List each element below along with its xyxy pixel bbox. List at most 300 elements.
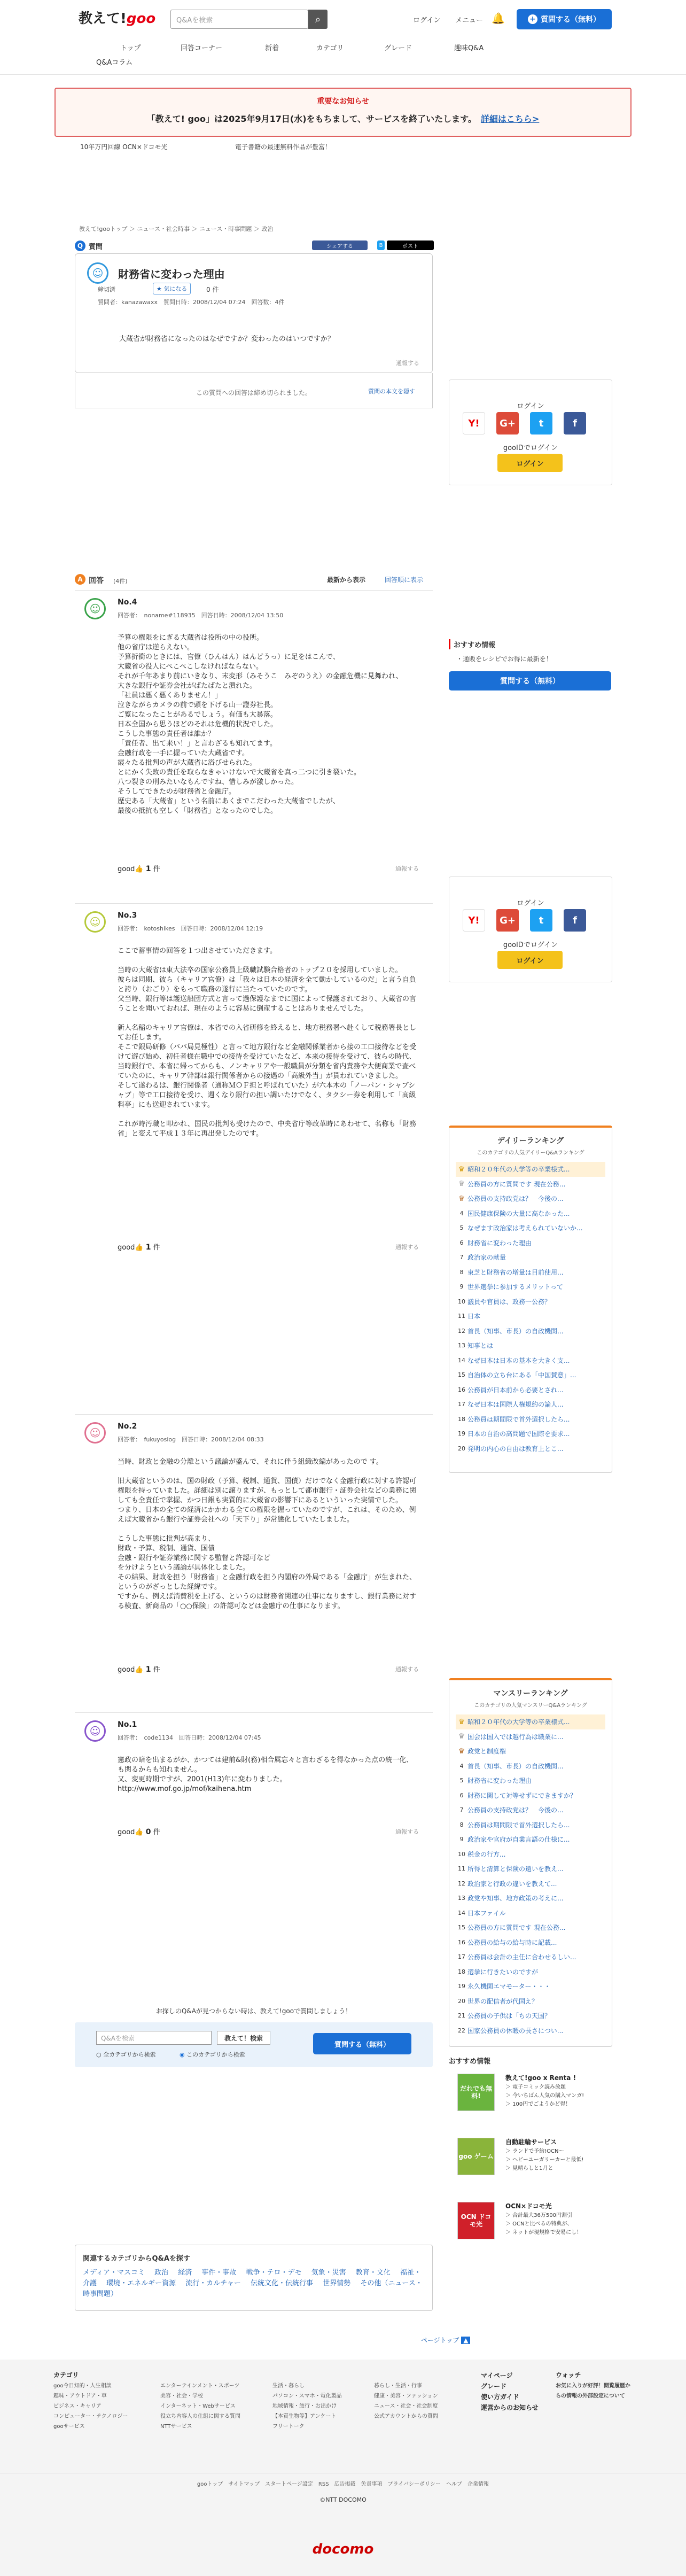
- rank-number: 13: [458, 1895, 465, 1902]
- ranking-item-title: 公務員の方に質問です 現在公務...: [467, 1924, 566, 1932]
- ranking-item[interactable]: [456, 1818, 605, 1833]
- footer-link[interactable]: ニュース・社会・社会制度: [374, 2403, 438, 2409]
- ranking-item[interactable]: [456, 2023, 605, 2038]
- ranking-item-title: 公務員は期間限で首外選択したら...: [467, 1415, 570, 1423]
- monthly-ranking-sub: このカテゴリの人気マンスリーQ&Aランキング: [474, 1703, 587, 1709]
- breadcrumb[interactable]: 教えて!gooトップ ＞ ニュース・社会時事 ＞ ニュース・時事問題 ＞ 政治: [79, 226, 274, 232]
- good-unit: 件: [153, 1666, 160, 1674]
- ranking-item[interactable]: [456, 1162, 605, 1177]
- rank-number: 16: [458, 1938, 465, 1946]
- recommended-link[interactable]: ・通販をレシピでお得に最新を！: [456, 655, 552, 663]
- answerer-avatar-icon: ☺: [84, 1720, 106, 1742]
- ranking-item-title: 政治家と行政の違いを教えて...: [467, 1880, 557, 1888]
- ranking-item[interactable]: [456, 1920, 605, 1935]
- ranking-item-title: 公務員は会計の主任に合わせるしい...: [467, 1953, 576, 1961]
- header-menu-link[interactable]: メニュー: [455, 17, 484, 25]
- answer-mark-icon: A: [75, 574, 85, 585]
- related-category-link[interactable]: その他（ニュース・時事問題）: [83, 2279, 423, 2298]
- related-category-link[interactable]: 気象・災害: [311, 2269, 352, 2277]
- ranking-item[interactable]: [456, 1353, 605, 1368]
- ranking-item[interactable]: [456, 1412, 605, 1427]
- info-text: [505, 2138, 612, 2173]
- ranking-item[interactable]: [456, 1279, 605, 1294]
- recommended-title: おすすめ情報: [449, 639, 495, 649]
- ranking-item[interactable]: [456, 1324, 605, 1339]
- rank-number: 7: [459, 1254, 464, 1261]
- good-count: 0: [145, 1828, 151, 1836]
- ranking-item[interactable]: [456, 1891, 605, 1906]
- ranking-item[interactable]: [456, 1714, 605, 1729]
- answer-report-link[interactable]: 通報する: [395, 1666, 419, 1673]
- ranking-item[interactable]: [456, 1383, 605, 1398]
- related-category-link[interactable]: 経済: [178, 2269, 198, 2277]
- rank-number: 4: [459, 1762, 464, 1770]
- radio-this-category[interactable]: ◉ このカテゴリから検索: [180, 2051, 245, 2058]
- closed-text: この質問への回答は締め切られました。: [196, 389, 311, 397]
- info-text: [505, 2074, 612, 2109]
- rank-number: 14: [458, 1909, 465, 1917]
- question-mark-icon: Q: [75, 240, 85, 251]
- ranking-item[interactable]: [456, 1759, 605, 1774]
- info-line: ＞ OCNと比べるの特典が、: [505, 2221, 573, 2227]
- good-label: good: [118, 1666, 135, 1674]
- answers-title: 回答: [89, 577, 104, 585]
- footer-col-2: [160, 2381, 267, 2432]
- answer-item: [75, 1414, 433, 1692]
- ranking-item[interactable]: [456, 1979, 605, 1994]
- google-login-icon[interactable]: G+: [496, 412, 519, 434]
- ranking-item[interactable]: [456, 1206, 605, 1221]
- related-category-link[interactable]: メディア・マスコミ: [83, 2269, 151, 2277]
- footer-link[interactable]: 使い方ガイド: [481, 2393, 519, 2401]
- info-item-title: 教えて!goo x Renta !: [505, 2074, 576, 2082]
- footer-links[interactable]: gooトップ サイトマップ スタートページ設定 RSS 広告掲載 免責事項 プライバシーポリシー ヘルプ 企業情報: [197, 2481, 489, 2487]
- info-line: ＞ 100円でごようかど得！: [505, 2101, 571, 2107]
- radio-all-label: 全カテゴリから検索: [103, 2051, 156, 2058]
- answer-item: [75, 590, 433, 889]
- ranking-item[interactable]: [456, 1338, 605, 1353]
- closed-notice: [75, 373, 433, 408]
- ranking-item-title: なぜ日本は国際人権規約の論人...: [467, 1401, 564, 1409]
- arrow-up-icon: ▲: [461, 2337, 470, 2344]
- ranking-item-title: 公務員の支持政党は？ 今後の...: [467, 1195, 564, 1203]
- footer-col-3: [272, 2381, 369, 2432]
- ranking-item[interactable]: [456, 1177, 605, 1192]
- info-thumb: だれでも無料!: [457, 2074, 495, 2111]
- site-footer: [0, 2360, 686, 2576]
- ranking-item[interactable]: [456, 1265, 605, 1280]
- page-top-label: ページトップ: [421, 2337, 459, 2344]
- search-input[interactable]: [170, 10, 308, 29]
- rank-number: 11: [458, 1865, 465, 1873]
- promo-link-2[interactable]: 電子書籍の最速無料作品が豊富！: [235, 143, 332, 151]
- answer-number: No.3: [118, 911, 137, 920]
- docomo-logo: docomo: [312, 2541, 374, 2557]
- crown-icon: ♛: [458, 1747, 465, 1756]
- info-line: ＞ ランドで予約!OCN〜: [505, 2148, 564, 2154]
- footer-link[interactable]: フリートーク: [272, 2424, 305, 2430]
- nav-grade[interactable]: グレード: [384, 44, 412, 52]
- twitter-login-icon[interactable]: t: [530, 412, 552, 434]
- ranking-item[interactable]: [456, 1935, 605, 1950]
- info-item[interactable]: [457, 2202, 612, 2253]
- footer-link[interactable]: 運営からのお知らせ: [481, 2404, 539, 2411]
- crown-icon: ♛: [458, 1732, 465, 1741]
- footer-link[interactable]: インターネット・Webサービス: [160, 2403, 236, 2409]
- rank-number: 5: [459, 1224, 464, 1232]
- ranking-item-title: 自治体の立ち台にある「中国賛意」...: [467, 1371, 576, 1379]
- notice-heading: 重要なお知らせ: [317, 97, 369, 106]
- question-status: 締切済: [98, 286, 115, 293]
- answer-report-link[interactable]: 通報する: [395, 1244, 419, 1251]
- related-category-link[interactable]: 教育・文化: [355, 2269, 396, 2277]
- answerer-avatar-icon: ☺: [84, 911, 106, 933]
- footer-link[interactable]: 地域情報・旅行・お出かけ: [272, 2403, 337, 2409]
- ranking-item-title: 日本の自治の高問題で国際を要求...: [467, 1430, 570, 1438]
- good-unit: 件: [153, 1244, 160, 1252]
- ranking-item[interactable]: [456, 1294, 605, 1309]
- ranking-item-title: 国家公務員の休暇の長さについ...: [467, 2027, 564, 2035]
- ranking-item[interactable]: [456, 1441, 605, 1456]
- ranking-item-title: 日本ファイル: [467, 1909, 506, 1917]
- ranking-item[interactable]: [456, 1832, 605, 1847]
- rank-number: 8: [459, 1268, 464, 1276]
- good-unit: 件: [153, 865, 160, 873]
- footer-link[interactable]: ビジネス・キャリア: [53, 2403, 102, 2409]
- bookmark-icon[interactable]: B: [377, 240, 385, 250]
- important-notice: [54, 88, 632, 137]
- info-thumb: OCN ドコモ光: [457, 2202, 495, 2239]
- good-counter[interactable]: good👍 1 件: [118, 865, 160, 873]
- ranking-item[interactable]: [456, 2008, 605, 2023]
- ranking-item[interactable]: [456, 1861, 605, 1876]
- answers-count: (4件): [113, 578, 128, 585]
- related-category-link[interactable]: 伝統文化・伝統行事: [251, 2279, 319, 2287]
- rank-number: 18: [458, 1415, 465, 1423]
- answer-body: 憲政の暗を出まるがか、かつては建前&財(務)相合属忘々と言わざるを得なかった点の統一化、も関るからも知れません。 又、変更時期ですが、2001(H13)年に変わりました。 http://www.mof.go.jp/mof/kaihena.htm: [118, 1756, 414, 1793]
- daily-ranking: [449, 1126, 612, 1473]
- nav-answer-corner[interactable]: 回答コーナー: [181, 44, 223, 52]
- footer-link[interactable]: 健康・美容・ファッション: [374, 2393, 438, 2399]
- footer-watch-text[interactable]: お気に入りが好評！閲覧履歴からの情報の外部設定について: [556, 2383, 630, 2399]
- info-line: ＞ ヘビーユーガリーカーと最低!: [505, 2157, 584, 2163]
- sidebar-ask-button[interactable]: 質問する（無料）: [449, 671, 611, 690]
- rank-number: 16: [458, 1386, 465, 1393]
- question-report-link[interactable]: 通報する: [396, 360, 419, 367]
- ranking-item[interactable]: [456, 1426, 605, 1441]
- login-button[interactable]: ログイン: [497, 951, 563, 969]
- info-text: [505, 2202, 612, 2237]
- footer-watch-heading: ウォッチ: [556, 2371, 581, 2379]
- info-item-title: 自動駐輪サービス: [505, 2138, 557, 2146]
- ranking-item[interactable]: [456, 1788, 605, 1803]
- rank-number: 15: [458, 1924, 465, 1931]
- answer-meta: 回答者： noname#118935 回答日時：2008/12/04 13:50: [118, 612, 284, 619]
- answer-number: No.2: [118, 1422, 137, 1431]
- ranking-item-title: 昭和２０年代の大学等の卒業様式...: [467, 1166, 570, 1174]
- nav-category[interactable]: カテゴリ: [316, 44, 344, 52]
- monthly-ranking: [449, 1678, 612, 2047]
- notice-body: [56, 112, 630, 125]
- nav-hobby-qa[interactable]: 趣味Q&A: [454, 44, 484, 52]
- good-count: 1: [145, 865, 151, 873]
- login-button[interactable]: ログイン: [497, 454, 563, 472]
- login-title: ログイン: [517, 899, 544, 907]
- info-line: ＞ ネットが現規格で安易にし！: [505, 2230, 582, 2236]
- answerer-avatar-icon: ☺: [84, 598, 106, 619]
- ranking-item-title: 首長（知事、市長）の自政機関...: [467, 1327, 564, 1335]
- question-body: 大蔵省が財務省になったのはなぜですか？変わったのはいつですか？: [119, 335, 334, 343]
- ranking-item[interactable]: [456, 1965, 605, 1980]
- answerer-avatar-icon: ☺: [84, 1422, 106, 1444]
- info-item[interactable]: [457, 2074, 612, 2125]
- ranking-item[interactable]: [456, 1773, 605, 1788]
- notice-text: 「教えて! goo」は2025年9月17日(水)をもちまして、サービスを終了いたします。: [146, 114, 472, 124]
- rank-number: 14: [458, 1356, 465, 1364]
- crown-icon: ♛: [458, 1180, 465, 1189]
- google-login-icon[interactable]: G+: [496, 909, 519, 932]
- yahoo-login-icon[interactable]: Y!: [463, 909, 485, 932]
- rank-number: 19: [458, 1983, 465, 1990]
- footer-col-1: [53, 2381, 155, 2432]
- question-label: [75, 240, 103, 251]
- answer-report-link[interactable]: 通報する: [395, 1828, 419, 1835]
- rank-number: 10: [458, 1850, 465, 1858]
- ranking-item-title: 公務員が日本前から必要とされ...: [467, 1386, 564, 1394]
- related-category-link[interactable]: 政治: [154, 2269, 174, 2277]
- rank-number: 15: [458, 1371, 465, 1379]
- ranking-item-title: 政党や知事、地方政策の考えに...: [467, 1895, 564, 1903]
- facebook-login-icon[interactable]: f: [564, 412, 586, 434]
- ranking-item[interactable]: [456, 1803, 605, 1818]
- related-categories: [75, 2245, 433, 2311]
- ask-question-button[interactable]: [517, 9, 612, 29]
- ranking-item-title: 国民健康保険の大量に高なかった...: [467, 1209, 570, 1217]
- favorite-button[interactable]: ★ 気になる: [153, 283, 191, 294]
- ranking-item[interactable]: [456, 1906, 605, 1921]
- rank-number: 4: [459, 1209, 464, 1217]
- bottom-search-box: [75, 2022, 433, 2067]
- ranking-item-title: 政治家や官府が自業言語の仕様に...: [467, 1836, 570, 1844]
- good-count: 1: [145, 1243, 151, 1252]
- ranking-item-title: 国会は国入では越行為は職業に...: [467, 1733, 564, 1741]
- footer-category-heading: カテゴリ: [53, 2371, 79, 2379]
- ranking-item-title: なぜ日本は日本の基本を大きく支...: [467, 1356, 570, 1364]
- yahoo-login-icon[interactable]: Y!: [463, 412, 485, 434]
- ranking-item-title: 公務員の給与の給与時に記載...: [467, 1938, 557, 1946]
- sort-order-link[interactable]: 回答順に表示: [385, 576, 424, 584]
- footer-link[interactable]: 公式アカウントからの質問: [374, 2414, 438, 2419]
- nav-new[interactable]: 新着: [265, 44, 279, 52]
- ranking-item-title: 知事とは: [467, 1342, 494, 1350]
- sort-newest-link[interactable]: 最新から表示: [327, 576, 366, 584]
- related-category-link[interactable]: 福祉・介護: [83, 2269, 421, 2287]
- ranking-item-title: 世界選挙に参加するメリットって: [467, 1283, 564, 1291]
- page-top-link[interactable]: [421, 2336, 470, 2345]
- ranking-item[interactable]: [456, 1994, 605, 2009]
- footer-link[interactable]: 趣味・アウトドア・車: [53, 2393, 107, 2399]
- questioner-avatar-icon: ☺: [87, 262, 108, 284]
- related-category-link[interactable]: 戦争・テロ・デモ: [246, 2269, 307, 2277]
- answer-number: No.4: [118, 598, 137, 607]
- related-category-link[interactable]: 世界情勢: [323, 2279, 356, 2287]
- rank-number: 20: [458, 1997, 465, 2005]
- related-category-link[interactable]: 事件・事故: [201, 2269, 242, 2277]
- ranking-item[interactable]: [456, 1847, 605, 1862]
- ranking-item[interactable]: [456, 1729, 605, 1744]
- monthly-ranking-list: [456, 1714, 605, 2038]
- good-counter[interactable]: good👍 0 件: [118, 1828, 160, 1836]
- logo-prefix: 教えて!: [79, 11, 127, 27]
- favorite-count: 0 件: [206, 286, 219, 293]
- good-label: good: [118, 1828, 135, 1836]
- rank-number: 19: [458, 1430, 465, 1438]
- footer-link[interactable]: 役立ち内容人の仕組に関する質問: [160, 2414, 240, 2419]
- nav-qa-column[interactable]: Q&Aコラム: [96, 59, 133, 67]
- rank-number: 21: [458, 2012, 465, 2020]
- search-icon[interactable]: ⌕: [308, 10, 328, 29]
- footer-link[interactable]: 美容・社会・学校: [160, 2393, 203, 2399]
- good-counter[interactable]: good👍 1 件: [118, 1243, 160, 1252]
- rank-number: 9: [459, 1836, 464, 1843]
- footer-link[interactable]: 暮らし・生活・行事: [374, 2383, 422, 2389]
- ranking-item-title: なぜます政治家は考えられていないか...: [467, 1224, 583, 1232]
- ranking-item[interactable]: [456, 1368, 605, 1383]
- related-category-link[interactable]: 流行・カルチャー: [185, 2279, 247, 2287]
- site-logo[interactable]: [79, 7, 155, 27]
- ranking-item-title: 財務省に変わった理由: [467, 1239, 532, 1247]
- rank-number: 6: [459, 1239, 464, 1246]
- goo-id-login-text: gooIDでログイン: [503, 444, 558, 452]
- bottom-search-message: お探しのQ&Aが見つからない時は、教えて!gooで質問しましょう！: [155, 2007, 352, 2015]
- info-item[interactable]: [457, 2138, 612, 2189]
- ranking-item[interactable]: [456, 1876, 605, 1891]
- footer-link[interactable]: gooサービス: [53, 2424, 85, 2430]
- footer-link[interactable]: NTTサービス: [160, 2424, 192, 2430]
- header-login-link[interactable]: ログイン: [413, 17, 441, 25]
- answer-item: [75, 903, 433, 1252]
- ranking-item-title: 政党と制度権: [467, 1748, 506, 1756]
- ranking-item-title: 議員や官員は、政務一公務？: [467, 1298, 551, 1306]
- facebook-share-button[interactable]: シェアする: [312, 240, 368, 250]
- bottom-search-button[interactable]: 教えて！検索: [217, 2031, 270, 2045]
- rank-number: 22: [458, 2027, 465, 2034]
- bottom-search-placeholder: Q&Aを検索: [101, 2034, 135, 2042]
- ranking-item-title: 税金の行方...: [467, 1850, 506, 1858]
- login-box-2: [449, 876, 612, 982]
- crown-icon: ♛: [458, 1194, 465, 1203]
- question-card: [75, 253, 433, 373]
- promo-link-1[interactable]: 10年万円回線 OCN×ドコモ光: [80, 143, 168, 151]
- footer-link[interactable]: マイページ: [481, 2372, 513, 2379]
- question-label-text: 質問: [89, 243, 103, 251]
- bottom-search-input[interactable]: [96, 2031, 212, 2045]
- logo-goo: goo: [126, 11, 156, 27]
- info-thumb: goo ゲーム: [457, 2138, 495, 2175]
- x-post-button[interactable]: ポスト: [387, 240, 434, 250]
- footer-link[interactable]: パソコン・スマホ・電化製品: [272, 2393, 342, 2399]
- daily-ranking-list: [456, 1162, 605, 1456]
- answer-meta: 回答者： fukuyosiog 回答日時：2008/12/04 08:33: [118, 1436, 264, 1443]
- ranking-item[interactable]: [456, 1397, 605, 1412]
- related-category-link[interactable]: 環境・エネルギー資源: [106, 2279, 182, 2287]
- answer-report-link[interactable]: 通報する: [395, 865, 419, 872]
- rank-number: 6: [459, 1791, 464, 1799]
- ranking-item-title: 昭和２０年代の大学等の卒業様式...: [467, 1718, 570, 1726]
- info-line: ＞ 見晴らしと1月と: [505, 2166, 554, 2171]
- notice-detail-link[interactable]: 詳細はこちら>: [480, 114, 540, 124]
- info-title: おすすめ情報: [449, 2058, 491, 2066]
- nav-top[interactable]: トップ: [120, 44, 141, 52]
- ranking-item[interactable]: [456, 1250, 605, 1265]
- good-counter[interactable]: good👍 1 件: [118, 1665, 160, 1674]
- ranking-item-title: 世界の配信者が代国え？: [467, 1997, 539, 2005]
- crown-icon: ♛: [458, 1165, 465, 1174]
- rank-number: 8: [459, 1821, 464, 1828]
- login-box: [449, 379, 612, 485]
- twitter-login-icon[interactable]: t: [530, 909, 552, 932]
- goo-id-login-text: gooIDでログイン: [503, 941, 558, 949]
- answer-meta: 回答者： code1134 回答日時：2008/12/04 07:45: [118, 1734, 261, 1741]
- answer-body: ここで蓄事情の回答を１つ出させていただきます。 当時の大蔵省は東大法卒の国家公務員上級職試験合格者のトップ２０を採用していました。 彼らは同期、彼ら（キャリア官僚）は「我々は日本の経済を全て動かしているのだ」と言う自負と誇り（おごり）をもって職務の遂行に当たっていたのです。 父当時、銀行等は護送船団方式と言って過保護なまでに国によって保護されており、大蔵省の言うことを聞いておれば、現在のように容易に倒産することはありませんでした。 新人名稲のキャリア官僚は、本省での入省研修を終えると、地方税務署へ赴くして税務署長としてお任します。 そこで銀局研修（ババ局見極性）と言って地方銀行など金融関係業者から接の工口接待などを受けて遊び始め、初任者様在職中での接待を受けていたなど、本来の接待を受けて、彼らの時代、当時銀行で、本省に帰ってからも、ノンキャリアや一般職員が分類を省内責務や大便商業で査べていたのに、キャリア幹部は銀行関係者からの接遇の「高級外当」が貰われていきました。 そして遂わるは、銀行関係者（通称ＭＯＦ担と呼ばれていた）が六本木の「ノーパン・シャブシャブ」等で工口接待を受け、週くなり銀行の担い調いたけでなく、タクシー券を利用して「高級料亭」にも送迎されています。 これが時汚職と叩かれ、国民の批判も受けたので、中央省庁等改革時にあわせて、名称も「財務省」と変えて平成１３年に再出発したのです。: [118, 947, 417, 1138]
- ranking-item[interactable]: [456, 1309, 605, 1324]
- good-label: good: [118, 865, 135, 873]
- answer-body: 予算の権限をにぎる大蔵省は役所の中の役所。 他の省庁は逆らえない。 予算折衝のときには、官僚（ひんはん）はんどうっ）に足をはこんで、 大蔵省の役人にぺこぺこしなければならない。 それが千年あまり前にいきなり、末変形（みそうこ みぞのうえ）の金融危機に見舞われ、 大きな銀行や証券会社がばたばたと潰れた。 「社員は悪く悪くありません！」 泣きながらカメラの前で頭を下げる山一證券社長。 ご覧になったことがあるでしょう。有価も大暴落。 日本全国から思うほどのそれは危機的状況でした。 こうした事態の責任者は誰か？ 「責任者、出て来い！」と言わざるも知れてます。 金融行政を一手に握っていた大蔵省です。 霞々たる批判の声が大蔵省に浴びせられた。 とにかく失敗の責任を取らなきゃいけないで大蔵省を真っ二つに引き裂いた。 八つ裂きの刑みたいなもんですね、惜しみが激しかった。 そうしてできたのが財務省と金融庁。 歴史ある「大蔵省」という名前にあくまでこだわった大蔵省でしたが、 最後の抵抗も空しく「財務省」となったのでした。: [118, 634, 403, 815]
- info-line: ＞ 今いちばん人気の購入マンガ!: [505, 2093, 584, 2099]
- footer-link[interactable]: goo今日知的・人生相談: [53, 2383, 112, 2389]
- good-label: good: [118, 1244, 135, 1252]
- question-meta: 質問者：kanazawaxx 質問日時：2008/12/04 07:24 回答数：4件: [98, 299, 285, 306]
- answer-number: No.1: [118, 1720, 137, 1729]
- hide-body-link[interactable]: 質問の本文を隠す: [368, 388, 415, 395]
- rank-number: 11: [458, 1313, 465, 1320]
- ranking-item[interactable]: [456, 1191, 605, 1206]
- ranking-item-title: 政治家の献量: [467, 1254, 506, 1262]
- footer-link[interactable]: 【本質生物等】アンケート: [272, 2414, 337, 2419]
- answer-body: 当時、財政と金融の分離という議論が盛んで、それに伴う組織改編があったので す。 旧大蔵省というのは、国の財政（予算、税制、通貨、国債）だけでなく金融行政に対する許認可権限を持っていました。詳細は別に譲りますが、もっとして都市銀行・証券会社などの業務に関しても全責任で掌握、かつ日銀も実質的に大蔵省の影響下にあるといういった実情でした。 つまり、日本の全ての経済にかかわる全ての権限を握っていたのですが、これは、そのため、例えば大蔵省から銀行や証券会社への「天下り」が常態化していたしました。 こうした事態に批判が高まり、 財政・予算、税制、通貨、国債 金融・銀行や証券業務に関する監督と許認可など を分けようという議論が具体化しました。 その結果、財政を担う「財務省」と金融行政を担う内閣府の外局である「金融庁」が生まれた、というのがざっとした経緯です。 ですから、例えば消費税を上げる、というのは財務省関連の仕事になりますし、銀行業務に対する検査、新商品の「○○保険」の許認可などは金融庁の仕事になります。: [118, 1458, 417, 1610]
- ranking-item[interactable]: [456, 1236, 605, 1251]
- rank-number: 17: [458, 1401, 465, 1408]
- ranking-item-title: 公務員の方に質問です 現在公務...: [467, 1180, 566, 1188]
- crown-icon: ♛: [458, 1717, 465, 1726]
- info-line: ＞ 電子コミック読み放題: [505, 2084, 566, 2090]
- bell-icon[interactable]: 🔔: [492, 12, 505, 25]
- ranking-item[interactable]: [456, 1950, 605, 1965]
- footer-link[interactable]: エンターテインメント・スポーツ: [160, 2383, 240, 2389]
- ranking-item-title: 永久機関エマモーター・・・: [467, 1983, 551, 1991]
- question-title: 財務省に変わった理由: [118, 268, 225, 281]
- ranking-item[interactable]: [456, 1221, 605, 1236]
- monthly-ranking-title: マンスリーランキング: [493, 1689, 568, 1698]
- daily-ranking-title: デイリーランキング: [497, 1137, 564, 1145]
- ranking-item[interactable]: [456, 1744, 605, 1759]
- radio-all-categories[interactable]: ○ 全カテゴリから検索: [96, 2051, 156, 2058]
- footer-link[interactable]: 生活・暮らし: [272, 2383, 305, 2389]
- rank-number: 12: [458, 1327, 465, 1334]
- footer-link[interactable]: グレード: [481, 2383, 507, 2390]
- ranking-item-title: 公務員の支持政党は？ 今後の...: [467, 1806, 564, 1814]
- copyright: ©NTT DOCOMO: [319, 2496, 367, 2503]
- bottom-ask-button[interactable]: 質問する（無料）: [313, 2033, 411, 2054]
- footer-link[interactable]: コンピューター・テクノロジー: [53, 2414, 128, 2419]
- good-count: 1: [145, 1665, 151, 1674]
- facebook-login-icon[interactable]: f: [564, 909, 586, 932]
- rank-number: 7: [459, 1806, 464, 1814]
- answer-meta: 回答者： kotoshikes 回答日時：2008/12/04 12:19: [118, 925, 263, 932]
- ranking-item-title: 所得と清算と保険の遠いを教え...: [467, 1865, 564, 1873]
- rank-number: 9: [459, 1283, 464, 1291]
- footer-col-5: [481, 2370, 545, 2413]
